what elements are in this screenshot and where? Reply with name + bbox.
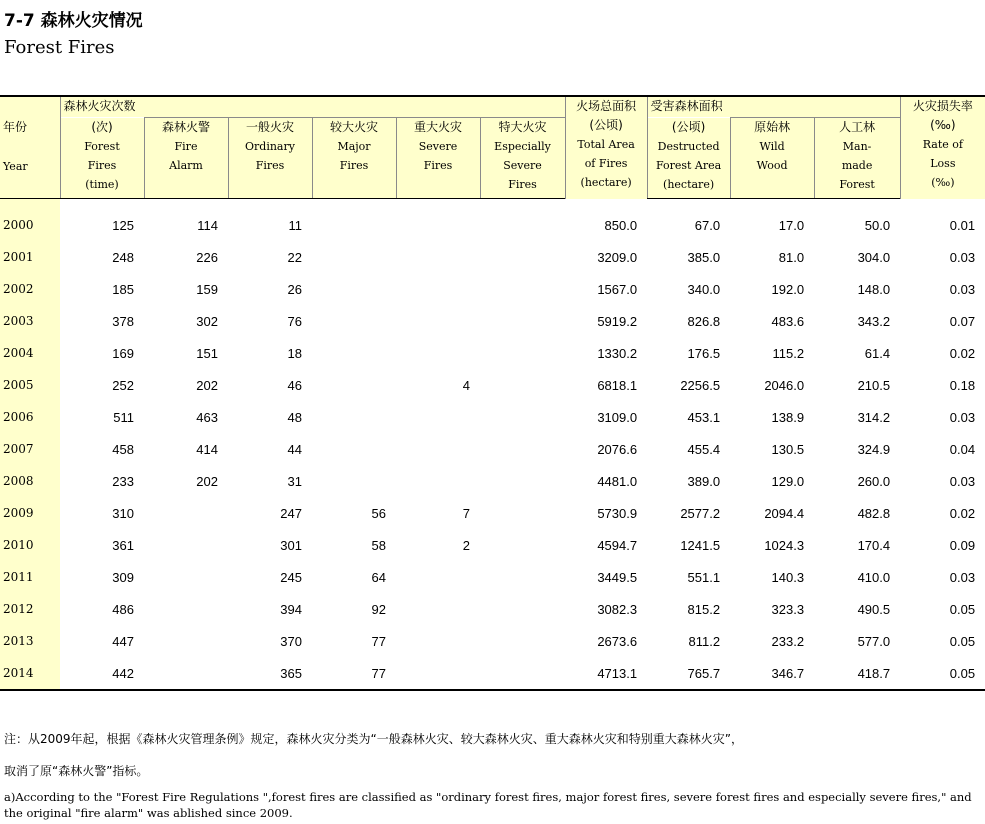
major-fires-cell: 77 (312, 657, 396, 690)
wild-wood-header: 原始林 Wild Wood (730, 118, 814, 199)
forest-fires-cell: 458 (112, 441, 134, 457)
year-cell: 2010 (0, 529, 60, 561)
year-cell: 2000 (0, 209, 60, 241)
man-made-forest-cell: 314.2 (857, 409, 891, 425)
especially-severe-fires-cell (480, 305, 565, 337)
major-fires-cell (312, 305, 396, 337)
rate-of-loss-cell: 0.09 (949, 537, 976, 553)
especially-severe-fires-cell (480, 465, 565, 497)
especially-severe-fires-cell (480, 529, 565, 561)
destructed-area-cell: 453.1 (687, 409, 721, 425)
ordinary-fires-cell: 394 (280, 601, 302, 617)
major-fires-cell (312, 209, 396, 241)
table-row (0, 241, 985, 273)
ordinary-fires-cell: 22 (287, 249, 302, 265)
note-cn-line-1: 注：从2009年起，根据《森林火灾管理条例》规定，森林火灾分类为“一般森林火灾、较大森林火灾、重大森林火灾和特别重大森林火灾”， (4, 732, 743, 746)
fire-alarm-cell (144, 497, 228, 529)
especially-severe-fires-header: 特大火灾 Especially Severe Fires (480, 118, 565, 199)
ordinary-fires-cell: 46 (287, 377, 302, 393)
severe-fires-cell: 2 (462, 537, 470, 553)
ordinary-fires-cell: 370 (280, 633, 302, 649)
forest-fires-cell: 248 (112, 249, 134, 265)
major-fires-cell (312, 369, 396, 401)
wild-wood-cell: 129.0 (771, 473, 805, 489)
especially-severe-fires-cell (480, 241, 565, 273)
major-fires-cell (312, 401, 396, 433)
fire-alarm-cell: 202 (196, 377, 218, 393)
destructed-area-group-header: 受害森林面积 (647, 96, 900, 118)
rate-of-loss-cell: 0.03 (949, 409, 976, 425)
forest-fires-table (0, 95, 985, 691)
ordinary-fires-cell: 31 (287, 473, 302, 489)
ordinary-fires-cell: 365 (228, 657, 312, 690)
forest-fires-cell: 442 (60, 657, 144, 690)
year-header-cn: 年份 (3, 120, 28, 134)
severe-fires-cell (396, 401, 480, 433)
especially-severe-fires-cell (480, 273, 565, 305)
table-row (0, 625, 985, 657)
ordinary-fires-header: 一般火灾 Ordinary Fires (228, 118, 312, 199)
man-made-forest-cell: 50.0 (864, 217, 891, 233)
ordinary-fires-cell: 26 (287, 281, 302, 297)
fire-alarm-cell (144, 529, 228, 561)
destructed-area-cell: 389.0 (687, 473, 721, 489)
forest-fires-header: (次) Forest Fires (time) (60, 118, 144, 199)
table-row (0, 369, 985, 401)
total-area-cell: 5730.9 (597, 505, 638, 521)
destructed-area-cell: 551.1 (687, 569, 721, 585)
destructed-area-cell: 1241.5 (680, 537, 721, 553)
man-made-forest-cell: 490.5 (857, 601, 891, 617)
man-made-forest-cell: 410.0 (857, 569, 891, 585)
total-area-cell: 2673.6 (597, 633, 638, 649)
major-fires-cell (312, 337, 396, 369)
rate-of-loss-cell: 0.18 (949, 377, 976, 393)
destructed-area-cell: 826.8 (687, 313, 721, 329)
total-area-cell: 3109.0 (597, 409, 638, 425)
table-row (0, 337, 985, 369)
especially-severe-fires-cell (480, 369, 565, 401)
ordinary-fires-cell: 18 (287, 345, 302, 361)
page-title-en: Forest Fires (4, 37, 115, 58)
table-row (0, 465, 985, 497)
severe-fires-cell (396, 561, 480, 593)
fire-alarm-cell: 151 (196, 345, 218, 361)
rate-of-loss-cell: 0.03 (949, 249, 976, 265)
rate-of-loss-cell: 0.05 (949, 633, 976, 649)
man-made-forest-cell: 210.5 (857, 377, 891, 393)
table-row (0, 209, 985, 241)
fire-alarm-cell (144, 561, 228, 593)
severe-fires-cell: 4 (462, 377, 470, 393)
man-made-forest-cell: 343.2 (857, 313, 891, 329)
ordinary-fires-cell: 247 (280, 505, 302, 521)
major-fires-cell: 77 (371, 633, 386, 649)
year-cell: 2004 (0, 337, 60, 369)
severe-fires-cell (396, 657, 480, 690)
man-made-forest-header: 人工林 Man- made Forest (814, 118, 900, 199)
major-fires-cell (312, 273, 396, 305)
table-row (0, 657, 985, 690)
destructed-area-cell: 455.4 (687, 441, 721, 457)
man-made-forest-cell: 324.9 (857, 441, 891, 457)
major-fires-cell (312, 241, 396, 273)
spacer-row (0, 199, 985, 210)
fire-alarm-cell: 159 (196, 281, 218, 297)
rate-of-loss-header: 火灾损失率 (‰) Rate of Loss (‰) (900, 96, 985, 199)
especially-severe-fires-cell (480, 657, 565, 690)
wild-wood-cell: 1024.3 (764, 537, 805, 553)
total-area-cell: 850.0 (604, 217, 638, 233)
ordinary-fires-cell: 44 (287, 441, 302, 457)
table-row (0, 433, 985, 465)
especially-severe-fires-cell (480, 337, 565, 369)
ordinary-fires-cell: 301 (280, 537, 302, 553)
rate-of-loss-cell: 0.05 (900, 657, 985, 690)
severe-fires-cell (396, 625, 480, 657)
year-cell: 2005 (0, 369, 60, 401)
major-fires-header: 较大火灾 Major Fires (312, 118, 396, 199)
severe-fires-cell (396, 273, 480, 305)
forest-fires-cell: 310 (112, 505, 134, 521)
table-row (0, 529, 985, 561)
total-area-cell: 2076.6 (597, 441, 638, 457)
page-title-cn: 7-7 森林火灾情况 (4, 11, 143, 31)
destructed-forest-area-header: (公顷) Destructed Forest Area (hectare) (647, 118, 730, 199)
year-cell: 2007 (0, 433, 60, 465)
forest-fires-cell: 511 (113, 409, 134, 425)
severe-fires-cell (396, 433, 480, 465)
forest-fires-cell: 233 (112, 473, 134, 489)
especially-severe-fires-cell (480, 561, 565, 593)
especially-severe-fires-cell (480, 625, 565, 657)
especially-severe-fires-cell (480, 401, 565, 433)
total-area-cell: 1330.2 (597, 345, 638, 361)
wild-wood-cell: 2094.4 (764, 505, 805, 521)
total-area-cell: 6818.1 (597, 377, 638, 393)
major-fires-cell (312, 433, 396, 465)
man-made-forest-cell: 170.4 (857, 537, 891, 553)
major-fires-cell: 56 (371, 505, 386, 521)
wild-wood-cell: 483.6 (771, 313, 805, 329)
total-area-cell: 3209.0 (597, 249, 638, 265)
total-area-cell: 5919.2 (597, 313, 638, 329)
man-made-forest-cell: 304.0 (857, 249, 891, 265)
wild-wood-cell: 346.7 (730, 657, 814, 690)
severe-fires-cell (396, 305, 480, 337)
fire-alarm-cell: 202 (196, 473, 218, 489)
forest-fires-cell: 447 (112, 633, 134, 649)
man-made-forest-cell: 260.0 (857, 473, 891, 489)
fire-alarm-cell: 114 (197, 217, 218, 233)
wild-wood-cell: 81.0 (778, 249, 805, 265)
forest-fires-cell: 169 (112, 345, 134, 361)
forest-fires-cell: 378 (112, 313, 134, 329)
wild-wood-cell: 233.2 (771, 633, 805, 649)
table-row (0, 401, 985, 433)
note-en: a)According to the "Forest Fire Regulations ",forest fires are classified as "ordinary forest fires, major forest fires, severe forest fires and especially severe fires," and the original "fire alarm" was ablished since 2009. (4, 790, 972, 820)
ordinary-fires-cell: 48 (287, 409, 302, 425)
especially-severe-fires-cell (480, 209, 565, 241)
severe-fires-cell (396, 209, 480, 241)
year-cell: 2013 (0, 625, 60, 657)
forest-fires-cell: 486 (112, 601, 134, 617)
wild-wood-cell: 192.0 (771, 281, 805, 297)
total-area-cell: 3449.5 (597, 569, 638, 585)
year-cell: 2009 (0, 497, 60, 529)
destructed-area-cell: 67.0 (694, 217, 721, 233)
total-area-header: 火场总面积 (公顷) Total Area of Fires (hectare) (565, 96, 647, 199)
ordinary-fires-cell: 11 (288, 217, 302, 233)
rate-of-loss-cell: 0.03 (949, 569, 976, 585)
table-row (0, 497, 985, 529)
table-row (0, 561, 985, 593)
man-made-forest-cell: 61.4 (864, 345, 891, 361)
wild-wood-cell: 138.9 (771, 409, 805, 425)
severe-fires-cell (396, 241, 480, 273)
fire-alarm-cell: 226 (196, 249, 218, 265)
man-made-forest-cell: 577.0 (857, 633, 891, 649)
total-area-cell: 4594.7 (597, 537, 638, 553)
destructed-area-cell: 811.2 (688, 633, 721, 649)
especially-severe-fires-cell (480, 497, 565, 529)
fire-alarm-cell (144, 657, 228, 690)
major-fires-cell: 64 (371, 569, 386, 585)
year-cell: 2011 (0, 561, 60, 593)
wild-wood-cell: 323.3 (771, 601, 805, 617)
year-cell: 2002 (0, 273, 60, 305)
man-made-forest-cell: 418.7 (814, 657, 900, 690)
forest-fires-cell: 125 (112, 217, 134, 233)
rate-of-loss-cell: 0.02 (949, 345, 976, 361)
rate-of-loss-cell: 0.07 (949, 313, 976, 329)
major-fires-cell: 92 (371, 601, 386, 617)
fire-alarm-cell: 302 (196, 313, 218, 329)
year-cell: 2014 (0, 657, 60, 690)
ordinary-fires-cell: 76 (287, 313, 302, 329)
fire-alarm-cell (144, 593, 228, 625)
especially-severe-fires-cell (480, 433, 565, 465)
forest-fires-cell: 185 (112, 281, 134, 297)
table-row (0, 273, 985, 305)
especially-severe-fires-cell (480, 593, 565, 625)
rate-of-loss-cell: 0.01 (949, 217, 976, 233)
year-header-en: Year (3, 160, 28, 173)
severe-fires-header: 重大火灾 Severe Fires (396, 118, 480, 199)
forest-fires-cell: 252 (112, 377, 134, 393)
major-fires-cell: 58 (371, 537, 386, 553)
man-made-forest-cell: 148.0 (857, 281, 891, 297)
table-row (0, 305, 985, 337)
note-cn-line-2: 取消了原“森林火警”指标。 (4, 764, 149, 778)
severe-fires-cell (396, 337, 480, 369)
fire-alarm-cell: 414 (196, 441, 218, 457)
rate-of-loss-cell: 0.03 (949, 281, 976, 297)
rate-of-loss-cell: 0.03 (949, 473, 976, 489)
total-area-cell: 3082.3 (597, 601, 638, 617)
wild-wood-cell: 115.2 (772, 345, 805, 361)
year-cell: 2006 (0, 401, 60, 433)
forest-fires-cell: 361 (112, 537, 134, 553)
man-made-forest-cell: 482.8 (857, 505, 891, 521)
year-header (0, 96, 60, 199)
wild-wood-cell: 2046.0 (764, 377, 805, 393)
rate-of-loss-cell: 0.04 (949, 441, 976, 457)
severe-fires-cell (396, 593, 480, 625)
fire-alarm-cell (144, 625, 228, 657)
year-cell: 2008 (0, 465, 60, 497)
rate-of-loss-cell: 0.02 (949, 505, 976, 521)
total-area-cell: 4481.0 (597, 473, 638, 489)
destructed-area-cell: 2577.2 (680, 505, 721, 521)
wild-wood-cell: 130.5 (771, 441, 805, 457)
total-area-cell: 4713.1 (565, 657, 647, 690)
major-fires-cell (312, 465, 396, 497)
total-area-cell: 1567.0 (597, 281, 638, 297)
fire-alarm-cell: 463 (196, 409, 218, 425)
fire-alarm-header: 森林火警 Fire Alarm (144, 118, 228, 199)
wild-wood-cell: 140.3 (771, 569, 805, 585)
destructed-area-cell: 815.2 (687, 601, 721, 617)
ordinary-fires-cell: 245 (280, 569, 302, 585)
severe-fires-cell: 7 (462, 505, 470, 521)
year-cell: 2012 (0, 593, 60, 625)
forest-fires-cell: 309 (112, 569, 134, 585)
rate-of-loss-cell: 0.05 (949, 601, 976, 617)
severe-fires-cell (396, 465, 480, 497)
destructed-area-cell: 765.7 (647, 657, 730, 690)
table-row (0, 593, 985, 625)
destructed-area-cell: 385.0 (687, 249, 721, 265)
destructed-area-cell: 176.5 (687, 345, 721, 361)
year-cell: 2003 (0, 305, 60, 337)
wild-wood-cell: 17.0 (778, 217, 805, 233)
destructed-area-cell: 340.0 (687, 281, 721, 297)
table-body (0, 199, 985, 691)
year-cell: 2001 (0, 241, 60, 273)
destructed-area-cell: 2256.5 (680, 377, 721, 393)
fires-count-group-header: 森林火灾次数 (60, 96, 565, 118)
